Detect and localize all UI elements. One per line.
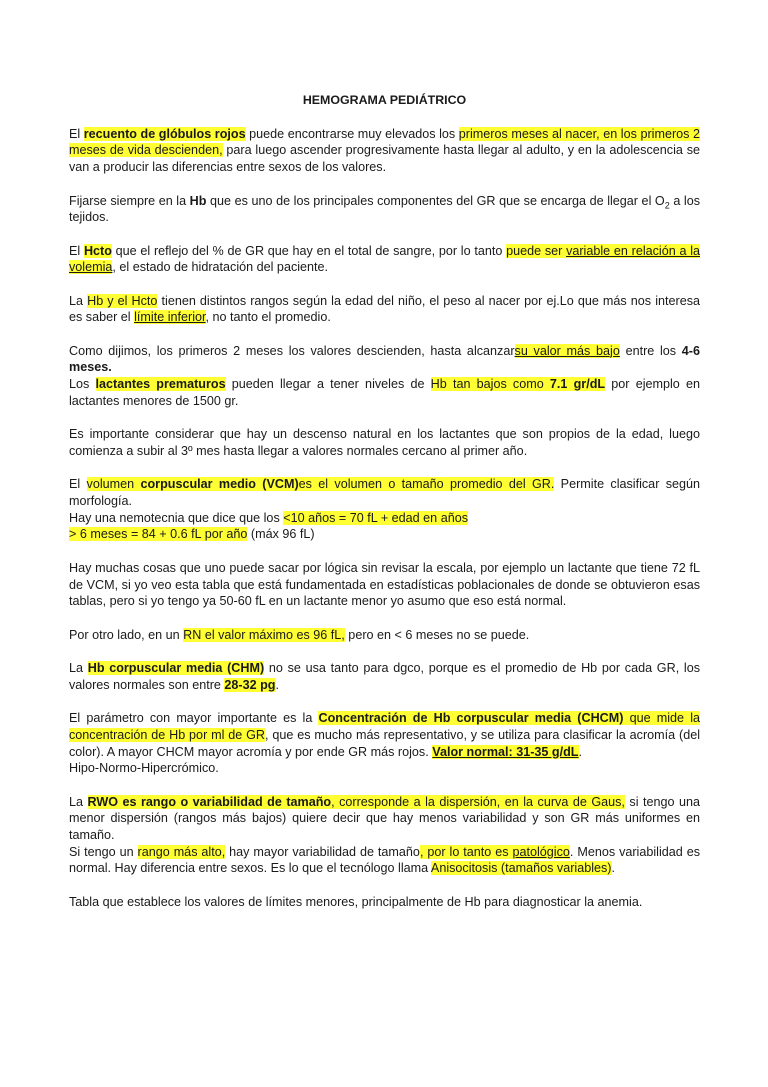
text: pueden llegar a tener niveles de — [225, 377, 431, 392]
bold-term: Hb — [189, 193, 207, 208]
paragraph-logica-escala: Hay muchas cosas que uno puede sacar por lógica sin revisar la escala, por ejemplo un lactante que tiene 72 fL de VCM, si yo veo esta tabla que está fundamentada en estadísticas poblacionales de donde se obtuvieron esas tablas, pero si yo tengo ya 50-60 fL en un lactante menor yo asumo que eso está normal. — [69, 560, 700, 609]
text: Por otro lado, en un — [69, 627, 184, 642]
highlight: puede ser — [506, 243, 567, 258]
highlight: primeros meses al nacer, en los primeros 2 meses de vida descienden, — [69, 126, 701, 158]
text: Permite clasificar según morfología. — [69, 477, 701, 509]
highlight-underlined: patológico — [512, 844, 570, 859]
text: (máx 96 fL) — [247, 527, 315, 542]
text: por ejemplo en lactantes menores de 1500 gr. — [69, 377, 700, 408]
paragraph-rwo — [69, 794, 700, 844]
highlight: Hb corpuscular media (CHM) — [87, 661, 265, 676]
text: Los — [69, 377, 96, 392]
highlight: Hb tan bajos como — [430, 377, 550, 392]
paragraph-vcm — [69, 476, 700, 509]
text: que el reflejo del % de GR que hay en el total de sangre, por lo tanto — [111, 243, 507, 258]
highlight: Concentración de Hb corpuscular media (CHCM) — [318, 711, 624, 726]
text: tienen distintos rangos según la edad del niño, el peso al nacer por ej.Lo que más nos interesa es saber el — [69, 293, 700, 325]
highlight: volumen — [86, 477, 141, 492]
text: El — [69, 477, 87, 492]
text: a los tejidos. — [69, 193, 700, 225]
paragraph-tabla: Tabla que establece los valores de límites menores, principalmente de Hb para diagnosticar la anemia. — [69, 894, 643, 909]
bold-term: 4-6 meses. — [69, 343, 700, 375]
text: , el estado de hidratación del paciente. — [112, 260, 329, 275]
paragraph-lactantes-prematuros — [69, 376, 700, 409]
highlight: , por lo tanto es — [419, 844, 513, 859]
text: , no tanto el promedio. — [205, 310, 331, 325]
paragraph-rango-alto — [69, 844, 700, 877]
paragraph-chm — [69, 660, 700, 693]
text: . — [275, 677, 280, 692]
text: . — [611, 861, 616, 876]
highlight: RWO es rango o variabilidad de tamaño — [87, 794, 332, 809]
highlight-underlined: variable en relación a la volemia — [69, 243, 701, 275]
text: si tengo una menor dispersión (rangos más bajos) quiere decir que hay menos variabilidad y son GR más uniformes en tamaño. — [69, 794, 700, 843]
text: El — [69, 243, 84, 258]
highlight-underlined: límite inferior — [134, 310, 206, 325]
highlight: corpuscular medio (VCM) — [140, 477, 299, 492]
paragraph-hb-hcto-rangos — [69, 293, 700, 326]
text: Fijarse siempre en la — [69, 193, 190, 208]
text: Hay una nemotecnia que dice que los — [69, 510, 284, 525]
text: Si tengo un — [69, 844, 138, 859]
underlined-value: Valor normal: 31-35 g/dL — [432, 744, 579, 759]
highlight: Hcto — [83, 243, 112, 258]
paragraph-hb — [69, 193, 700, 226]
highlight: <10 años = 70 fL + edad en años — [283, 510, 468, 525]
text: El — [69, 126, 84, 141]
text: La — [69, 661, 88, 676]
text: El parámetro con mayor importante es la — [69, 711, 319, 726]
paragraph-rn-valor-maximo — [69, 627, 700, 644]
highlight: rango más alto, — [137, 844, 226, 859]
paragraph-nemotecnia — [69, 510, 700, 543]
highlight: recuento de glóbulos rojos — [83, 126, 246, 141]
text: para luego ascender progresivamente hasta llegar al adulto, y en la adolescencia se van a producir las diferencias entre sexos de los valores. — [69, 143, 700, 175]
highlight: , corresponde a la dispersión, en la curva de Gaus, — [331, 794, 625, 809]
paragraph-valor-mas-bajo — [69, 343, 700, 376]
highlight: es el volumen o tamaño promedio del GR. — [298, 477, 555, 492]
highlight-underlined: su valor más bajo — [514, 343, 620, 358]
text: . — [578, 744, 583, 759]
document-title: HEMOGRAMA PEDIÁTRICO — [302, 93, 467, 107]
text: Como dijimos, los primeros 2 meses los valores descienden, hasta alcanzar — [69, 343, 515, 358]
text: entre los — [619, 343, 682, 358]
paragraph-descenso-natural: Es importante considerar que hay un descenso natural en los lactantes que son propios de la edad, luego comienza a subir al 3º mes hasta llegar a valores normales cercano al primer año. — [69, 427, 700, 458]
subscript: 2 — [664, 200, 670, 211]
paragraph-hcto — [69, 243, 700, 276]
highlight: 28-32 pg — [224, 677, 276, 692]
highlight: RN el valor máximo es 96 fL, — [183, 627, 345, 642]
text: La — [69, 293, 88, 308]
paragraph-recuento-globulos-rojos — [69, 126, 700, 176]
text: . Menos variabilidad es normal. Hay diferencia entre sexos. Es lo que el tecnólogo llama — [69, 844, 701, 876]
highlight — [432, 745, 578, 759]
highlight: Hb y el Hcto — [87, 293, 158, 308]
highlight: lactantes prematuros — [95, 377, 226, 392]
paragraph-hipo-normo-hipercromico: Hipo-Normo-Hipercrómico. — [69, 761, 219, 776]
highlight: Anisocitosis (tamaños variables) — [430, 861, 612, 876]
text: La — [69, 794, 88, 809]
text: hay mayor variabilidad de tamaño — [225, 844, 420, 859]
highlight: > 6 meses = 84 + 0.6 fL por año — [69, 527, 248, 542]
text: no se usa tanto para dgco, porque es el promedio de Hb por cada GR, los valores normales son entre — [69, 661, 700, 692]
text: que es uno de los principales componentes del GR que se encarga de llegar el O — [206, 193, 665, 208]
paragraph-chcm — [69, 710, 700, 760]
highlight: 7.1 gr/dL — [549, 377, 606, 392]
text: puede encontrarse muy elevados los — [245, 126, 459, 141]
highlight: que mide la concentración de Hb por ml de GR — [69, 711, 700, 742]
text: , que es mucho más representativo, y se utiliza para clasificar la acromía (del color). A mayor CHCM mayor acromía y por ende GR más rojos. — [69, 727, 700, 759]
text: pero en < 6 meses no se puede. — [344, 627, 530, 642]
document-page — [69, 92, 700, 927]
